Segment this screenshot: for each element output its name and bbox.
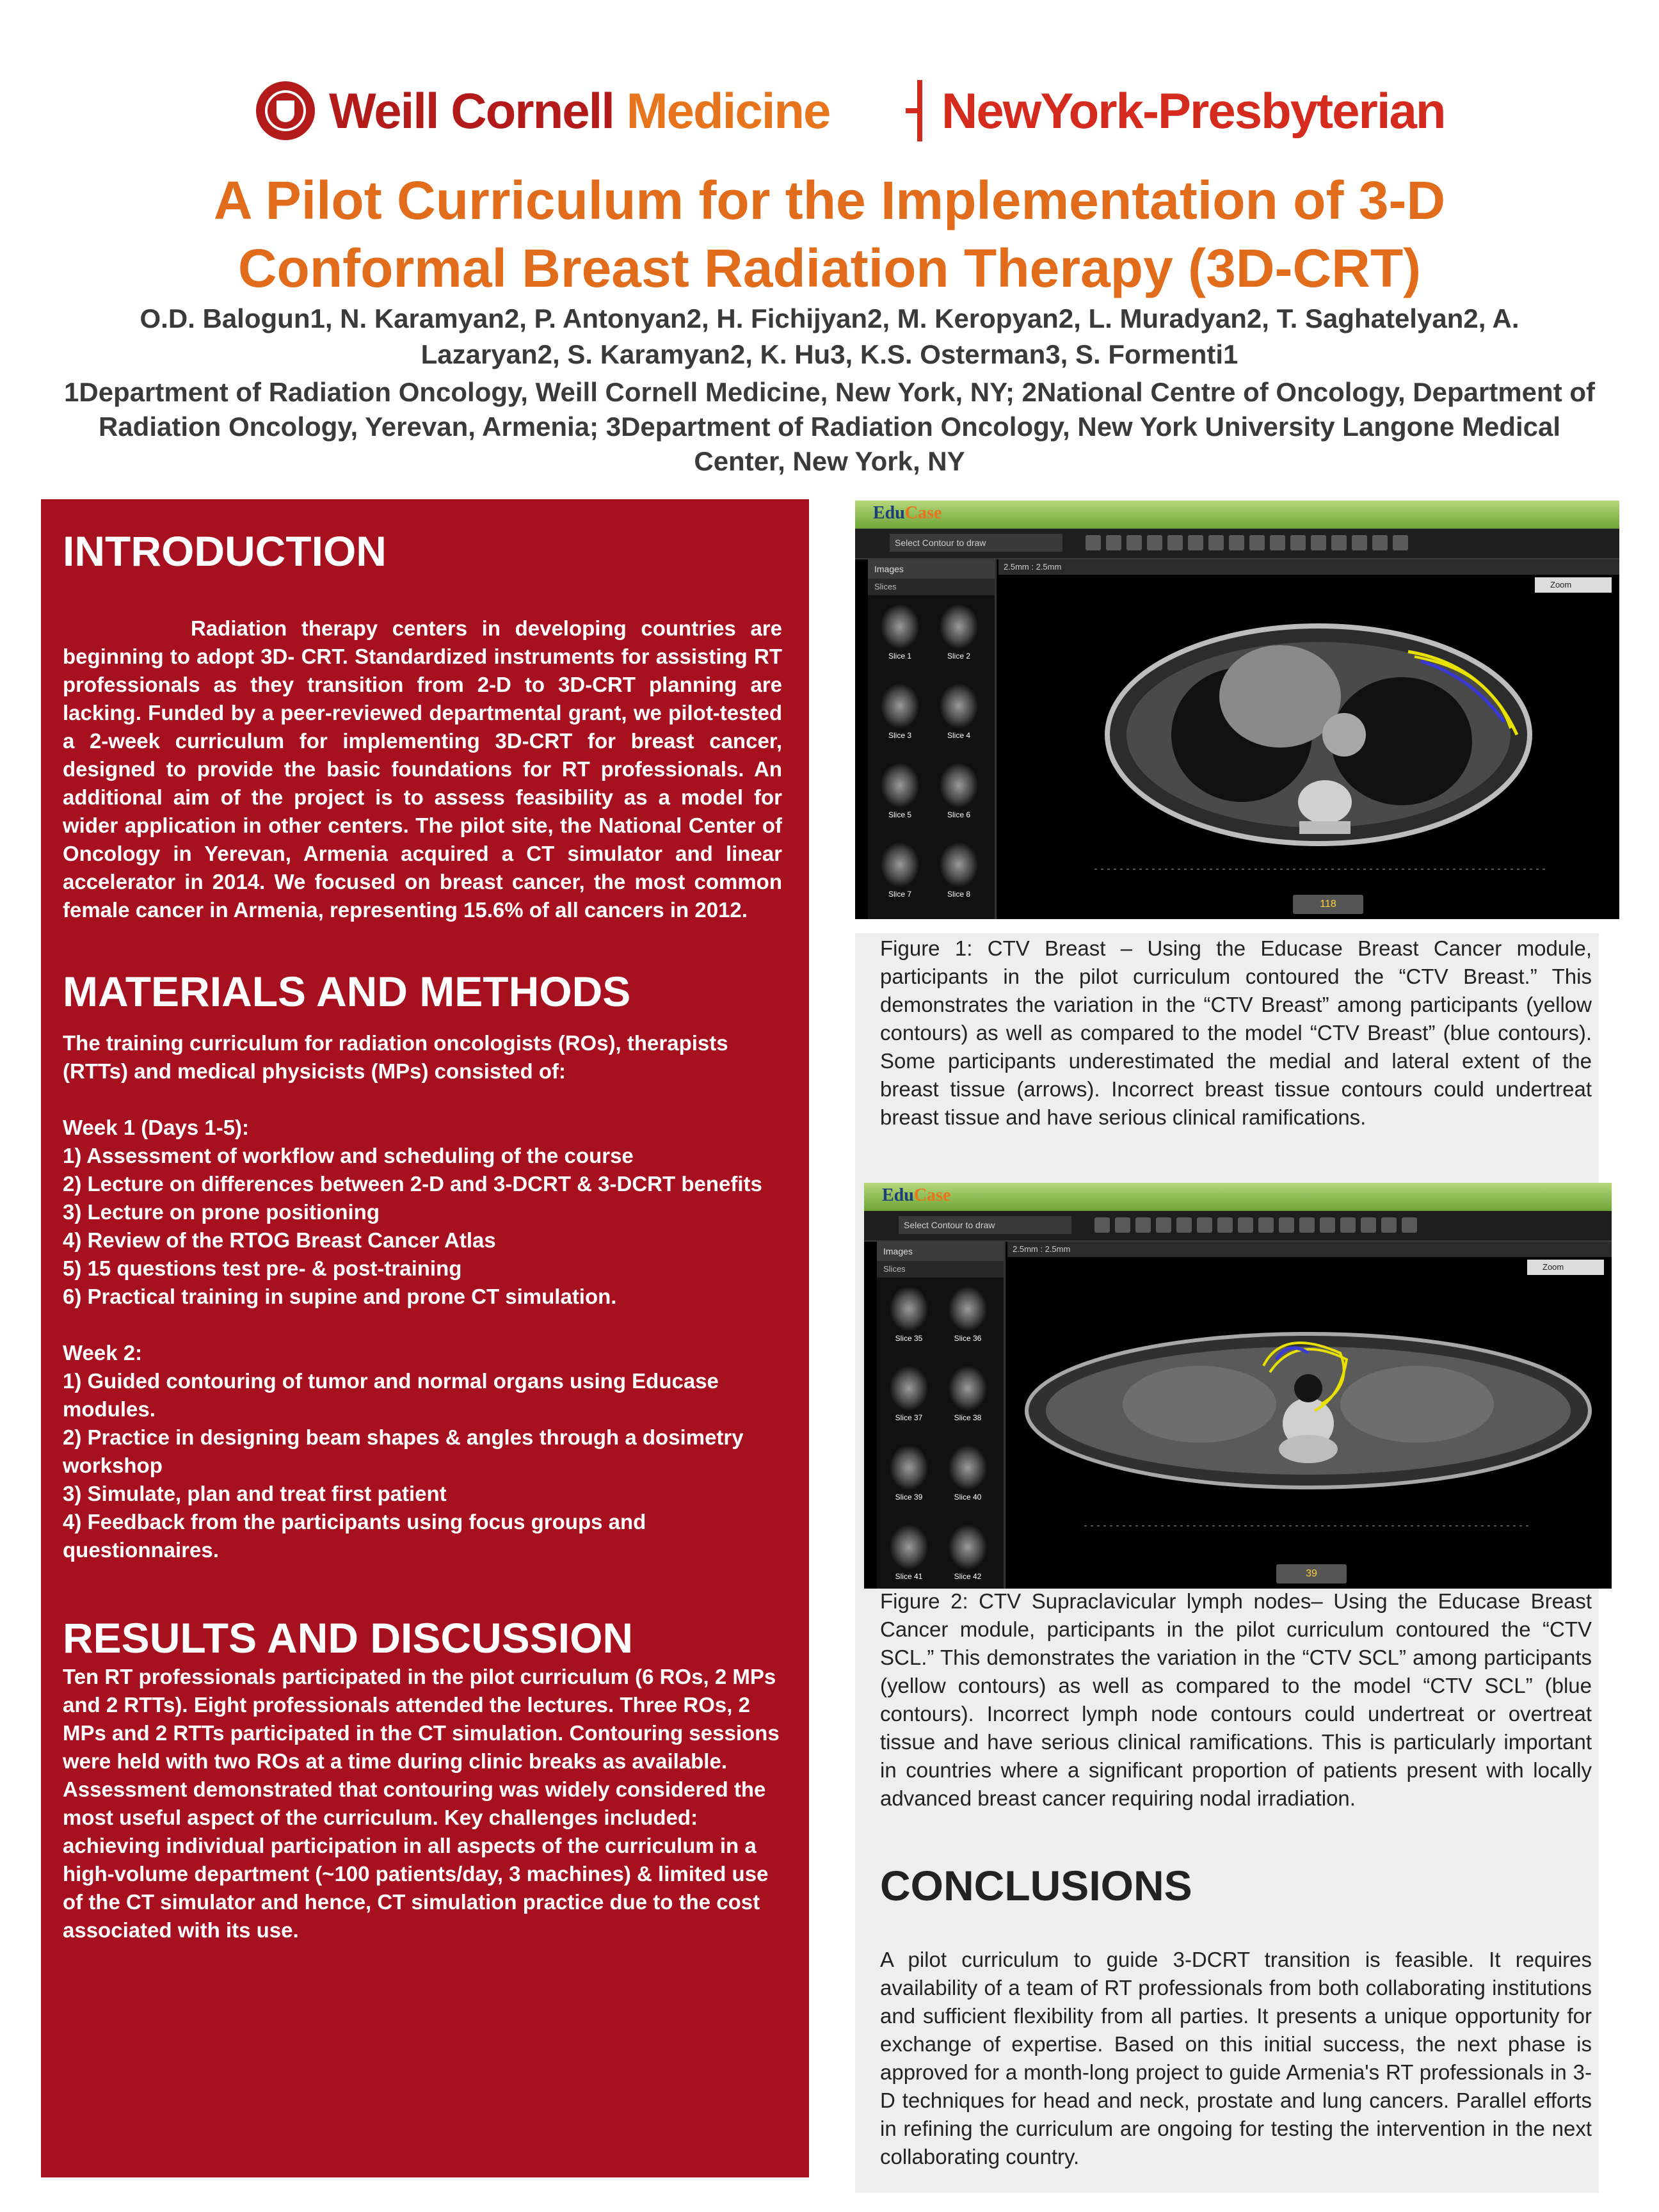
results-heading: RESULTS AND DISCUSSION (63, 1614, 634, 1662)
tool-icon[interactable] (1299, 1217, 1315, 1233)
tool-icon[interactable] (1197, 1217, 1212, 1233)
week2-item: 3) Simulate, plan and treat first patient (63, 1482, 447, 1505)
week1-item: 4) Review of the RTOG Breast Cancer Atlas (63, 1228, 496, 1252)
educase-titlebar (855, 501, 1619, 529)
week1-item: 6) Practical training in supine and prone CT simulation. (63, 1285, 617, 1308)
left-panel (41, 499, 809, 2177)
slice-thumbnail[interactable]: Slice 37 (883, 1366, 934, 1436)
slice-thumbnail[interactable]: Slice 35 (883, 1286, 934, 1357)
contour-select[interactable]: Select Contour to draw (899, 1216, 1071, 1234)
tool-icon[interactable] (1258, 1217, 1274, 1233)
week1-item: 1) Assessment of workflow and scheduling of the course (63, 1144, 634, 1167)
tool-icon[interactable] (1167, 535, 1183, 550)
figure1-screenshot (855, 501, 1619, 919)
ct-viewer[interactable] (1007, 1242, 1612, 1589)
images-panel (868, 559, 997, 919)
slice-thumbnail[interactable]: Slice 42 (942, 1525, 993, 1589)
newyork-presbyterian-logo (906, 76, 1445, 146)
week2-item: 1) Guided contouring of tumor and normal organs using Educase modules. (63, 1369, 719, 1421)
tool-icon[interactable] (1249, 535, 1265, 550)
tool-icon[interactable] (1320, 1217, 1335, 1233)
tool-icon[interactable] (1106, 535, 1121, 550)
figure2-caption: Figure 2: CTV Supraclavicular lymph nodes– Using the Educase Breast Cancer module, participants in the pilot curriculum contoured the “CTV SCL.” This demonstrates the variation in the “CTV SCL” among participants (yellow contours) as well as compared to the model “CTV SCL” (blue contours). Incorrect lymph node contours could undertreat or overtreat tissue and have serious clinical ramifications. This is particularly important in countries where a significant proportion of patients present with locally advanced breast cancer requiring nodal irradiation. (880, 1589, 1592, 1810)
tool-icon[interactable] (1270, 535, 1285, 550)
week2-item: 4) Feedback from the participants using focus groups and questionnaires. (63, 1510, 646, 1562)
methods-intro: The training curriculum for radiation oncologists (ROs), therapists (RTTs) and medical physicists (MPs) consisted of: (63, 1031, 728, 1083)
view-scale: 2.5mm : 2.5mm (998, 559, 1619, 575)
educase-titlebar (864, 1183, 1612, 1211)
educase-toolbar (864, 1211, 1612, 1242)
week2-title: Week 2: (63, 1341, 143, 1365)
week1-item: 3) Lecture on prone positioning (63, 1200, 380, 1224)
tool-icon[interactable] (1311, 535, 1326, 550)
tool-icon[interactable] (1361, 1217, 1376, 1233)
week1-item: 2) Lecture on differences between 2-D and 3-DCRT & 3-DCRT benefits (63, 1172, 762, 1196)
tool-icon[interactable] (1352, 535, 1367, 550)
tool-icon[interactable] (1176, 1217, 1192, 1233)
logo-weill-cornell: Weill Cornell (329, 82, 614, 139)
logo-medicine: Medicine (626, 82, 830, 139)
conclusions-body: A pilot curriculum to guide 3-DCRT transition is feasible. It requires availability of a team of RT professionals from both collaborating institutions and sufficient flexibility from all parties. It presents a unique opportunity for exchange of expertise. Based on this initial success, the next phase is approved for a month-long project to guide Armenia's RT professionals in 3-D techniques for head and neck, prostate and lung cancers. Parallel efforts in refining the curriculum are ongoing for testing the intervention in the next collaborating country. (880, 1948, 1592, 2168)
educase-brand: EduCase (873, 503, 942, 523)
tool-icon[interactable] (1279, 1217, 1294, 1233)
zoom-button[interactable]: Zoom (1535, 577, 1612, 593)
week1-item: 5) 15 questions test pre- & post-training (63, 1256, 462, 1280)
slice-thumbnail[interactable]: Slice 40 (942, 1445, 993, 1516)
conclusions-heading: CONCLUSIONS (880, 1862, 1192, 1909)
results-section (63, 1613, 782, 1944)
slice-thumbnail[interactable]: Slice 36 (942, 1286, 993, 1357)
tool-icon[interactable] (1208, 535, 1224, 550)
methods-heading: MATERIALS AND METHODS (63, 968, 631, 1015)
week1-title: Week 1 (Days 1-5): (63, 1116, 250, 1139)
tool-icon[interactable] (1372, 535, 1388, 550)
ct-neck-scan (1007, 1257, 1612, 1589)
slice-thumbnail[interactable]: Slice 6 (933, 763, 984, 833)
slice-thumbnail[interactable]: Slice 41 (883, 1525, 934, 1589)
logo-nyp-text: NewYork-Presbyterian (942, 82, 1445, 139)
introduction-body: Radiation therapy centers in developing countries are beginning to adopt 3D- CRT. Standardized instruments for assisting RT professionals as they transition from 2-D to 3D-CRT planning are lacking. Funded by a peer-reviewed departmental grant, we pilot-tested a 2-week curriculum for implementing 3D-CRT for breast cancer, designed to provide the basic foundations for RT professionals. An additional aim of the project is to assess feasibility as a model for wider application in other centers. The pilot site, the National Center of Oncology in Yerevan, Armenia acquired a CT simulator and linear accelerator in 2014. We focused on breast cancer, the most common female cancer in Armenia, representing 15.6% of all cancers in 2012. (63, 616, 782, 922)
tool-icon[interactable] (1331, 535, 1347, 550)
ct-viewer[interactable] (998, 559, 1619, 919)
affiliations: 1Department of Radiation Oncology, Weill Cornell Medicine, New York, NY; 2National Centre of Oncology, Department of Radiation Oncology, Yerevan, Armenia; 3Department of Radiation Oncology, New York University Langone Medical Center, New York, NY (64, 377, 1595, 476)
week2-item: 2) Practice in designing beam shapes & angles through a dosimetry workshop (63, 1425, 744, 1477)
tool-icon[interactable] (1340, 1217, 1356, 1233)
tool-icon[interactable] (1217, 1217, 1233, 1233)
tool-icon[interactable] (1135, 1217, 1151, 1233)
tool-icon[interactable] (1238, 1217, 1253, 1233)
tool-icon[interactable] (1147, 535, 1162, 550)
tool-icon[interactable] (1115, 1217, 1130, 1233)
educase-toolbar (855, 529, 1619, 559)
tool-icon[interactable] (1393, 535, 1408, 550)
nyp-mark-icon (906, 80, 931, 141)
introduction-heading: INTRODUCTION (63, 527, 387, 575)
tool-icon[interactable] (1094, 1217, 1110, 1233)
slices-label: Slices (877, 1261, 1004, 1278)
slice-thumbnail[interactable]: Slice 3 (874, 684, 926, 754)
view-scale: 2.5mm : 2.5mm (1007, 1242, 1612, 1257)
weill-cornell-logo (256, 76, 830, 146)
tool-icon[interactable] (1188, 535, 1203, 550)
poster-title: A Pilot Curriculum for the Implementation of 3-D Conformal Breast Radiation Therapy (3D-CRT) (213, 170, 1446, 298)
methods-section (63, 966, 782, 1564)
slice-thumbnail[interactable]: Slice 4 (933, 684, 984, 754)
slice-thumbnail[interactable]: Slice 1 (874, 604, 926, 675)
slice-thumbnail[interactable]: Slice 5 (874, 763, 926, 833)
slice-thumbnail[interactable]: Slice 38 (942, 1366, 993, 1436)
tool-icon[interactable] (1126, 535, 1142, 550)
figure1-caption: Figure 1: CTV Breast – Using the Educase Breast Cancer module, participants in the pilot curriculum contoured the “CTV Breast.” This demonstrates the variation in the “CTV Breast” among participants (yellow contours) as well as compared to the model “CTV Breast” (blue contours). Some participants underestimated the medial and lateral extent of the breast tissue (arrows). Incorrect breast tissue contours could undertreat breast tissue and have serious clinical ramifications. (880, 936, 1592, 1129)
tool-icon[interactable] (1086, 535, 1101, 550)
author-list: O.D. Balogun1, N. Karamyan2, P. Antonyan2, H. Fichijyan2, M. Keropyan2, L. Muradyan2, T. Saghatelyan2, A. Lazaryan2, S. Karamyan2, K. Hu3, K.S. Osterman3, S. Formenti1 (140, 303, 1519, 369)
contour-select[interactable]: Select Contour to draw (890, 534, 1062, 552)
educase-brand: EduCase (882, 1185, 951, 1205)
tool-icon[interactable] (1402, 1217, 1417, 1233)
introduction-section (63, 526, 782, 924)
tool-icon[interactable] (1290, 535, 1306, 550)
cornell-seal-icon (256, 81, 315, 140)
slice-thumbnail[interactable]: Slice 2 (933, 604, 984, 675)
slice-counter[interactable]: 39 (1276, 1564, 1347, 1583)
slices-label: Slices (868, 579, 995, 595)
images-panel-title: Images (868, 559, 995, 579)
ct-chest-scan (998, 575, 1619, 919)
tool-icon[interactable] (1156, 1217, 1171, 1233)
figure2-screenshot (864, 1183, 1612, 1589)
results-body: Ten RT professionals participated in the pilot curriculum (6 ROs, 2 MPs and 2 RTTs). Eight professionals attended the lectures. Three ROs, 2 MPs and 2 RTTs participated in the CT simulation. Contouring sessions were held with two ROs at a time during clinic breaks as available. Assessment demonstrated that contouring was widely considered the most useful aspect of the curriculum. Key challenges included: achieving individual participation in all aspects of the curriculum in a high-volume department (~100 patients/day, 3 machines) & limited use of the CT simulator and hence, CT simulation practice due to the cost associated with its use. (63, 1665, 780, 1942)
slice-thumbnail[interactable]: Slice 7 (874, 842, 926, 913)
tool-icon[interactable] (1229, 535, 1244, 550)
slice-thumbnail[interactable]: Slice 39 (883, 1445, 934, 1516)
tool-icon[interactable] (1381, 1217, 1397, 1233)
slice-thumbnail[interactable]: Slice 8 (933, 842, 984, 913)
zoom-button[interactable]: Zoom (1527, 1260, 1604, 1275)
slice-counter[interactable]: 118 (1293, 895, 1363, 914)
images-panel (877, 1242, 1006, 1589)
images-panel-title: Images (877, 1242, 1004, 1261)
